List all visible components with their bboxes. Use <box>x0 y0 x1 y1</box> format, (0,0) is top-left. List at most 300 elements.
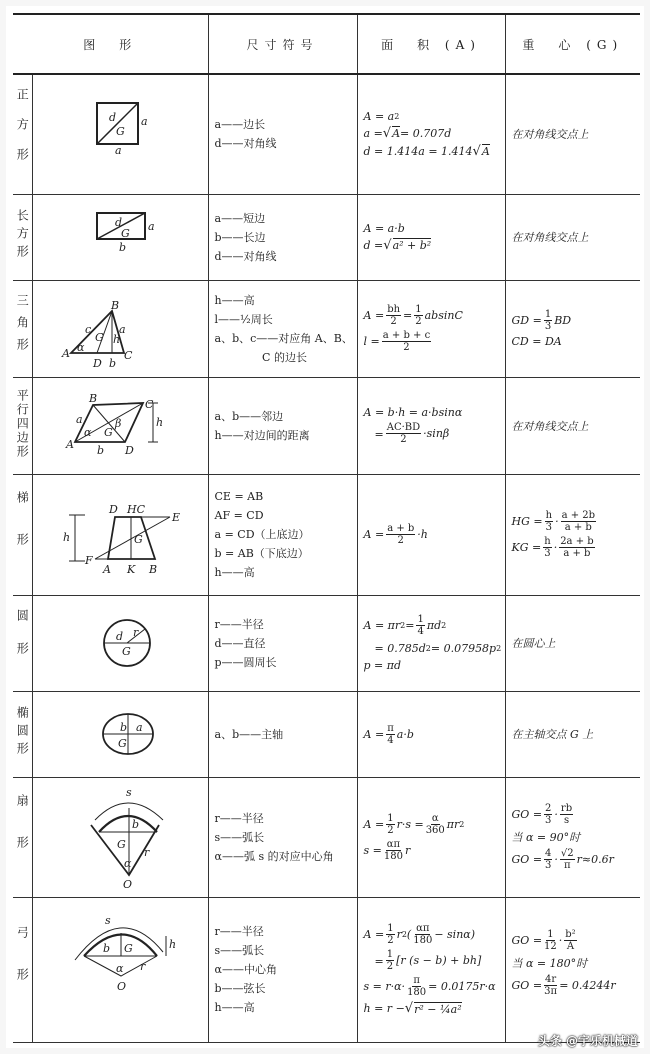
formula-line <box>364 813 503 836</box>
figure-label: a <box>75 413 83 426</box>
formula-text: GO = <box>511 853 543 866</box>
row-label: 平行四边形 <box>15 389 30 459</box>
numerator: a + b + c <box>382 330 431 341</box>
table-row-ellipse <box>13 691 640 777</box>
symbols-cell <box>208 74 357 194</box>
formula-text: = 0.707d <box>400 126 452 140</box>
figure-label: d <box>115 630 123 643</box>
numerator: 4r <box>545 973 557 985</box>
figure-label: A <box>65 438 74 451</box>
fraction <box>543 536 551 559</box>
denominator: a + b <box>563 548 591 559</box>
numerator: h <box>545 510 553 521</box>
row-label: 圆形 <box>15 608 30 675</box>
table-row-trapezoid <box>13 474 640 595</box>
formula-line <box>364 238 503 253</box>
figure-label: A <box>102 563 111 576</box>
figure-label: h <box>168 938 176 951</box>
row-label-cell <box>13 777 32 897</box>
figure-label: G <box>116 838 126 851</box>
superscript: 2 <box>425 643 431 653</box>
figure-label: D <box>108 503 118 516</box>
formula-line <box>512 229 639 245</box>
sqrt-radicand: r² − ¼a² <box>414 1002 462 1016</box>
fraction <box>414 304 422 327</box>
figure-label: D <box>124 444 134 457</box>
sqrt-sign: √ <box>404 1001 414 1016</box>
figure-label: d <box>108 111 116 125</box>
formula-text: · <box>554 853 558 866</box>
formula-line <box>512 536 639 559</box>
symbol-line: h——高 <box>214 1001 255 1014</box>
symbol-line: r——半径 <box>214 617 264 631</box>
numerator: α <box>431 812 439 824</box>
ellipse-figure <box>32 691 208 777</box>
table-row-triangle <box>13 280 640 377</box>
centroid-cell <box>505 897 640 1042</box>
numerator: rb <box>560 803 573 814</box>
symbol-line: b = AB（下底边） <box>214 547 309 560</box>
denominator: π <box>564 860 571 871</box>
area-cell <box>357 595 505 691</box>
formula-line <box>512 726 639 742</box>
formula-line <box>512 955 639 971</box>
figure-label: r <box>132 626 138 639</box>
watermark: 头条 @宇乐机械道 <box>537 1034 638 1048</box>
formula-text: 当 α = 180°时 <box>511 956 588 970</box>
fraction <box>386 723 395 746</box>
formula-line <box>512 929 639 952</box>
formula-text: r·s = <box>396 817 424 831</box>
centroid-cell <box>505 74 640 194</box>
formula-text: HG = <box>511 515 543 528</box>
formula-line <box>512 418 639 434</box>
formula-text: GD = <box>511 314 542 327</box>
numerator: 1 <box>386 949 394 960</box>
header-symbols: 尺寸符号 <box>208 14 357 74</box>
fraction <box>413 923 432 946</box>
denominator: 180 <box>383 850 403 862</box>
figure-label: b <box>119 721 127 734</box>
formula-line <box>364 975 503 998</box>
row-label: 三角形 <box>15 294 30 360</box>
denominator: A <box>566 940 575 952</box>
symbols-cell <box>208 777 357 897</box>
fraction <box>386 523 415 546</box>
denominator: 2 <box>400 434 407 445</box>
formula-text: = 0.0175r·α <box>428 980 496 993</box>
formula-text: − sinα) <box>434 928 475 941</box>
formula-text: ( <box>406 928 412 941</box>
symbols-cell <box>208 377 357 474</box>
symbol-line: d——直径 <box>214 636 266 650</box>
figure-label: E <box>171 511 180 524</box>
row-label: 弓形 <box>15 926 30 1010</box>
formula-text: a = <box>363 126 383 140</box>
area-cell <box>357 897 505 1042</box>
figure-label: a <box>114 144 122 158</box>
figure-label: r <box>143 846 149 859</box>
rectangle-figure <box>32 194 208 280</box>
area-cell <box>357 280 505 377</box>
fraction <box>559 536 594 559</box>
formula-text: r <box>396 928 402 941</box>
denominator: 3 <box>544 321 552 332</box>
figure-label: s <box>125 786 132 799</box>
denominator: 3 <box>545 860 552 871</box>
figure-label: a <box>118 323 126 336</box>
row-label-cell <box>13 194 32 280</box>
fraction <box>544 309 552 332</box>
figure-line <box>75 928 163 960</box>
figure-label: C <box>144 398 153 411</box>
formula-text: 在主轴交点 G 上 <box>511 728 594 741</box>
denominator: a + b <box>564 522 592 533</box>
denominator: 4 <box>417 626 424 637</box>
denominator: s <box>563 815 570 826</box>
fraction <box>560 803 573 826</box>
table-row-circle <box>13 595 640 691</box>
denominator: 180 <box>407 987 427 998</box>
header-figure: 图 形 <box>13 14 208 74</box>
formula-text: GO = <box>511 808 543 821</box>
header-centroid: 重 心 (G) <box>505 14 640 74</box>
formula-text: h = r − <box>363 1002 405 1015</box>
formula-text: KG = <box>511 541 542 554</box>
row-label-cell <box>13 595 32 691</box>
numerator: √2 <box>560 848 574 859</box>
figure-label: D <box>92 357 102 370</box>
formula-line <box>364 923 503 946</box>
denominator: 180 <box>413 935 433 946</box>
numerator: 1 <box>415 304 422 315</box>
symbol-line: d——对角线 <box>214 249 277 263</box>
symbol-line: a、b、c——对应角 A、B、 <box>214 331 353 345</box>
row-label-cell <box>13 897 32 1042</box>
figure-label: α <box>76 341 84 354</box>
symbol-line: s——弧长 <box>214 830 265 844</box>
triangle-diagram <box>33 281 209 376</box>
figure-label: B <box>110 299 119 312</box>
superscript: 2 <box>441 621 447 630</box>
figure-label: a <box>135 721 143 734</box>
superscript: 2 <box>459 819 465 829</box>
formula-text: 在对角线交点上 <box>511 128 589 142</box>
superscript: 2 <box>394 111 400 121</box>
segment-figure <box>32 897 208 1042</box>
formula-text: [r (s − b) + bh] <box>396 954 482 967</box>
fraction <box>386 813 394 836</box>
figure-label: O <box>122 878 132 891</box>
numerator: απ <box>386 838 401 850</box>
trapezoid-diagram <box>33 475 209 594</box>
formula-line <box>512 510 639 533</box>
area-cell <box>357 691 505 777</box>
centroid-cell <box>505 474 640 595</box>
centroid-cell <box>505 194 640 280</box>
centroid-cell <box>505 691 640 777</box>
sector-figure <box>32 777 208 897</box>
figure-label: B <box>148 563 157 576</box>
denominator: 4 <box>387 734 394 746</box>
symbols-cell <box>208 691 357 777</box>
figure-label: c <box>84 323 91 336</box>
formula-line <box>364 640 503 656</box>
symbols-cell <box>208 280 357 377</box>
superscript: 2 <box>496 643 502 653</box>
figure-label: G <box>120 227 130 240</box>
square-figure <box>32 74 208 194</box>
formula-text: = <box>363 427 384 441</box>
formula-line <box>364 222 503 235</box>
formula-line <box>364 330 503 353</box>
formula-text: GO = <box>511 978 543 992</box>
formula-text: BD <box>554 314 572 327</box>
fraction <box>407 975 426 998</box>
sqrt-sign: √ <box>472 143 481 159</box>
symbol-line: α——弧 s 的对应中心角 <box>214 849 334 863</box>
row-label: 正方形 <box>15 87 30 178</box>
parallelogram-figure <box>32 377 208 474</box>
formula-text: s = r·α· <box>363 980 406 993</box>
formula-line <box>364 406 503 419</box>
sqrt-radicand: A <box>481 145 490 159</box>
formula-text: p = πd <box>363 659 402 672</box>
formula-text: = 0.4244r <box>559 978 616 992</box>
figure-label: h <box>62 531 70 544</box>
formula-text: 当 α = 90°时 <box>511 831 581 844</box>
row-label: 长方形 <box>15 208 30 263</box>
symbols-cell <box>208 595 357 691</box>
formula-line <box>512 635 639 651</box>
superscript: 2 <box>401 930 407 939</box>
parallelogram-diagram <box>33 378 209 473</box>
figure-label: B <box>88 392 97 405</box>
figure-label: α <box>115 962 123 975</box>
figure-label: G <box>103 426 113 439</box>
figure-label: b <box>118 241 126 254</box>
formula-text: = 0.07958p <box>430 641 497 655</box>
figure-label: C <box>123 349 132 362</box>
figure-label: r <box>139 960 145 973</box>
table-row-sector <box>13 777 640 897</box>
area-cell <box>357 194 505 280</box>
figure-label: O <box>116 980 126 993</box>
trapezoid-figure <box>32 474 208 595</box>
fraction <box>386 923 394 946</box>
fraction <box>544 848 552 871</box>
formula-text: 在圆心上 <box>511 637 556 650</box>
figure-label: G <box>123 942 133 955</box>
row-label-cell <box>13 280 32 377</box>
formula-text: · <box>558 933 563 947</box>
symbol-line: h——高 <box>214 293 255 307</box>
formula-text: = <box>405 619 415 632</box>
formula-text: A = πr <box>363 619 401 632</box>
formula-text: ·sinβ <box>423 427 450 440</box>
figure-label: G <box>121 645 131 658</box>
figure-label: G <box>94 331 104 344</box>
row-label-cell <box>13 474 32 595</box>
formula-text: A = <box>363 309 385 322</box>
formula-text: · <box>555 515 559 528</box>
sqrt-sign: √ <box>382 125 392 141</box>
centroid-cell <box>505 377 640 474</box>
formula-text: 在对角线交点上 <box>511 231 589 244</box>
formula-text: d = <box>363 238 384 252</box>
formula-line <box>364 949 503 972</box>
area-cell <box>357 377 505 474</box>
figure-label: s <box>104 914 111 927</box>
formula-text: · <box>554 808 558 821</box>
fraction <box>564 929 576 952</box>
formula-line <box>364 110 503 123</box>
square-diagram <box>33 75 209 193</box>
figure-label: HC <box>126 503 145 516</box>
fraction <box>544 803 552 826</box>
denominator: 2 <box>403 342 410 353</box>
formula-line <box>364 839 503 862</box>
figure-label: b <box>96 444 104 457</box>
numerator: 4 <box>545 848 552 859</box>
formula-text: s = <box>363 843 382 857</box>
header-area: 面 积 (A) <box>357 14 505 74</box>
formula-line <box>512 309 639 332</box>
numerator: AC·BD <box>386 422 421 433</box>
geometry-properties-table <box>13 13 640 1043</box>
symbol-line: a、b——邻边 <box>214 409 284 423</box>
figure-label: α <box>83 426 91 439</box>
formula-text: = <box>403 309 413 322</box>
table-row-parallelogram <box>13 377 640 474</box>
rectangle-diagram <box>33 195 209 279</box>
numerator: 1 <box>417 614 424 625</box>
symbol-line: r——半径 <box>214 811 264 825</box>
figure-label: A <box>61 347 70 360</box>
sqrt-radicand: a² + b² <box>392 239 432 252</box>
numerator: απ <box>416 923 430 934</box>
fraction <box>386 949 394 972</box>
numerator: 1 <box>544 309 552 320</box>
numerator: 2 <box>545 803 552 814</box>
symbol-line: b——长边 <box>214 230 266 244</box>
formula-line <box>512 335 639 348</box>
row-label: 梯形 <box>15 491 30 575</box>
table-row-rectangle <box>13 194 640 280</box>
figure-label: d <box>114 216 122 229</box>
figure-label: G <box>115 125 125 139</box>
formula-text: πd <box>426 619 442 632</box>
segment-diagram <box>33 898 209 1041</box>
denominator: 2 <box>397 535 404 546</box>
fraction <box>544 929 557 952</box>
formula-text: absinC <box>424 309 463 322</box>
fraction <box>560 848 575 871</box>
row-label: 扇形 <box>15 793 30 878</box>
sector-diagram <box>33 778 209 896</box>
formula-text: a·b <box>396 727 414 741</box>
fraction <box>545 510 553 533</box>
symbol-line: s——弧长 <box>214 944 265 957</box>
denominator: 2 <box>415 316 422 327</box>
figure-label: G <box>133 533 143 546</box>
formula-line <box>364 304 503 327</box>
row-label-cell <box>13 74 32 194</box>
fraction <box>382 330 431 353</box>
numerator: b² <box>565 928 576 940</box>
denominator: 12 <box>544 940 557 952</box>
symbol-line: a——边长 <box>214 118 266 132</box>
denominator: 3 <box>545 815 552 826</box>
formula-text: r <box>404 843 411 857</box>
symbol-line: b——弦长 <box>214 982 266 995</box>
table-row-segment <box>13 897 640 1042</box>
formula-text: A = <box>363 528 385 541</box>
figure-label: F <box>84 554 93 567</box>
figure-label: G <box>117 737 127 750</box>
formula-text: CD = DA <box>511 335 562 348</box>
formula-text: = 0.785d <box>363 642 426 655</box>
numerator: a + b <box>387 523 415 534</box>
numerator: h <box>544 536 551 547</box>
formula-line <box>364 523 503 546</box>
figure-label: b <box>108 357 116 370</box>
figure-line <box>99 816 157 832</box>
formula-text: d = 1.414a = 1.414 <box>363 144 473 158</box>
symbol-line: a、b——主轴 <box>214 727 284 741</box>
symbol-line: CE = AB <box>214 490 264 503</box>
figure-label: β <box>114 417 121 430</box>
table-row-square <box>13 74 640 194</box>
formula-text: A = a <box>363 109 395 123</box>
denominator: 2 <box>386 961 394 972</box>
formula-line <box>364 144 503 159</box>
figure-label: h <box>155 416 163 429</box>
numerator: 2a + b <box>560 536 594 547</box>
fraction <box>544 974 557 997</box>
formula-text: = <box>363 954 384 968</box>
formula-line <box>512 974 639 997</box>
formula-line <box>512 126 639 142</box>
numerator: π <box>413 975 420 986</box>
row-label-cell <box>13 377 32 474</box>
figure-label: h <box>112 333 120 346</box>
formula-text: · <box>553 541 558 554</box>
fraction <box>561 510 596 533</box>
document-sheet <box>6 6 644 1048</box>
denominator: 2 <box>387 824 394 836</box>
numerator: π <box>387 722 394 734</box>
symbol-line: a——短边 <box>214 211 266 225</box>
symbol-line: AF = CD <box>214 509 264 522</box>
formula-text: A = b·h = a·bsinα <box>363 406 463 419</box>
triangle-figure <box>32 280 208 377</box>
area-cell <box>357 777 505 897</box>
centroid-cell <box>505 595 640 691</box>
figure-label: a <box>147 220 155 233</box>
formula-line <box>364 659 503 672</box>
superscript: 2 <box>400 621 406 630</box>
formula-line <box>364 614 503 637</box>
row-label-cell <box>13 691 32 777</box>
formula-line <box>364 723 503 746</box>
sqrt-sign: √ <box>383 237 392 253</box>
row-label: 椭圆形 <box>15 705 30 760</box>
numerator: 1 <box>387 812 394 824</box>
denominator: 2 <box>390 316 397 327</box>
numerator: a + 2b <box>561 510 596 521</box>
denominator: 360 <box>425 824 445 836</box>
